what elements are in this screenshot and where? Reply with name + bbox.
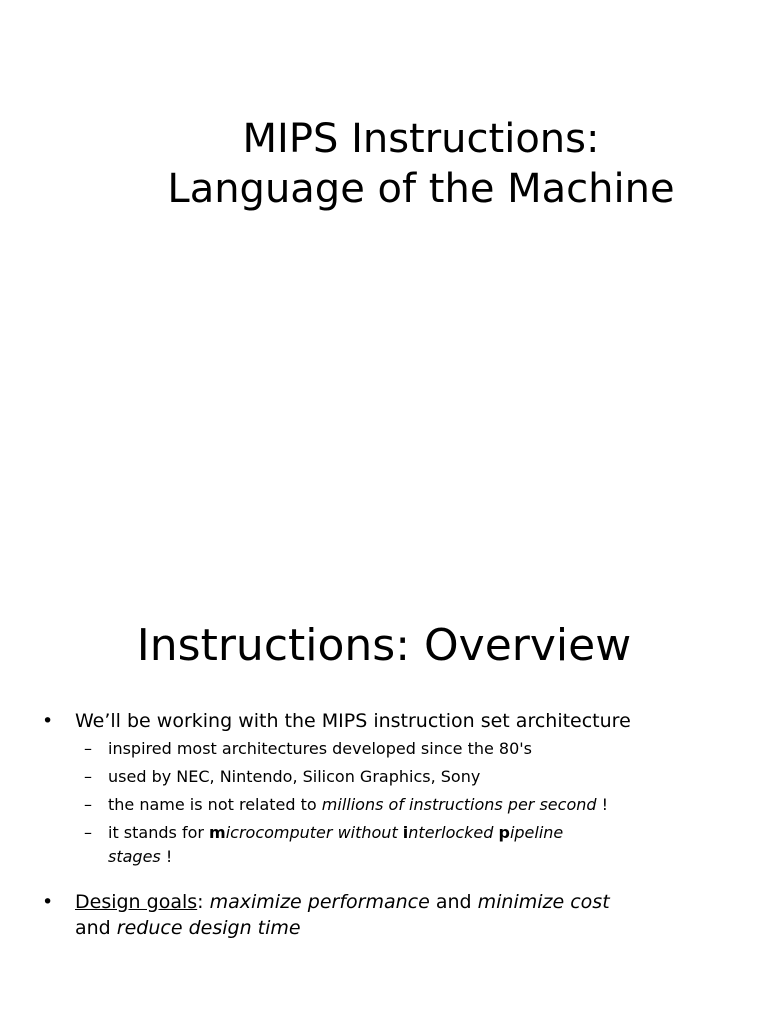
dash-marker: – xyxy=(84,795,92,814)
goal-cost: minimize cost xyxy=(477,891,610,913)
bullet-list xyxy=(0,708,768,941)
bullet-text: We’ll be working with the MIPS instruction set architecture xyxy=(75,710,631,732)
acronym-p: p xyxy=(498,823,510,842)
sub-bullet-prefix: it stands for xyxy=(108,823,210,842)
bullet-design-goals xyxy=(0,889,768,941)
sub-bullet-text: used by NEC, Nintendo, Silicon Graphics, Sony xyxy=(108,767,481,786)
title-line-1: MIPS Instructions: xyxy=(242,116,600,162)
sub-bullet-stands-for xyxy=(0,821,768,869)
goal-performance: maximize performance xyxy=(209,891,430,913)
sub-bullet-suffix: ! xyxy=(596,795,609,814)
bullet-marker: • xyxy=(42,710,54,732)
sub-bullet-text: the name is not related to xyxy=(108,795,322,814)
acronym-i-rest: nterlocked xyxy=(408,823,499,842)
sub-bullet-italic: millions of instructions per second xyxy=(321,795,597,814)
sub-bullet-name xyxy=(0,793,768,817)
sub-bullet-inspired xyxy=(0,737,768,761)
acronym-p-rest: ipeline xyxy=(509,823,564,842)
sub-bullet-list xyxy=(0,737,768,869)
overview-heading: Instructions: Overview xyxy=(136,620,632,671)
slide-overview xyxy=(0,512,768,1024)
acronym-m-rest: icrocomputer without xyxy=(225,823,403,842)
bullet-marker: • xyxy=(42,891,54,913)
goal-design-time: reduce design time xyxy=(116,917,301,939)
slide-title-heading xyxy=(100,114,742,214)
design-goals-colon: : xyxy=(197,891,210,913)
dash-marker: – xyxy=(84,739,92,758)
acronym-i: i xyxy=(402,823,409,842)
goal-and-1: and xyxy=(429,891,478,913)
design-goals-label: Design goals xyxy=(75,891,198,913)
goal-and-2: and xyxy=(75,917,117,939)
acronym-m: m xyxy=(209,823,226,842)
dash-marker: – xyxy=(84,767,92,786)
sub-bullet-text: inspired most architectures developed since the 80's xyxy=(108,739,533,758)
dash-marker: – xyxy=(84,823,92,842)
sub-bullet-suffix: ! xyxy=(160,847,173,866)
title-line-2: Language of the Machine xyxy=(167,166,675,212)
acronym-stages: stages xyxy=(108,847,161,866)
bullet-mips-isa xyxy=(0,708,768,735)
sub-bullet-used-by xyxy=(0,765,768,789)
